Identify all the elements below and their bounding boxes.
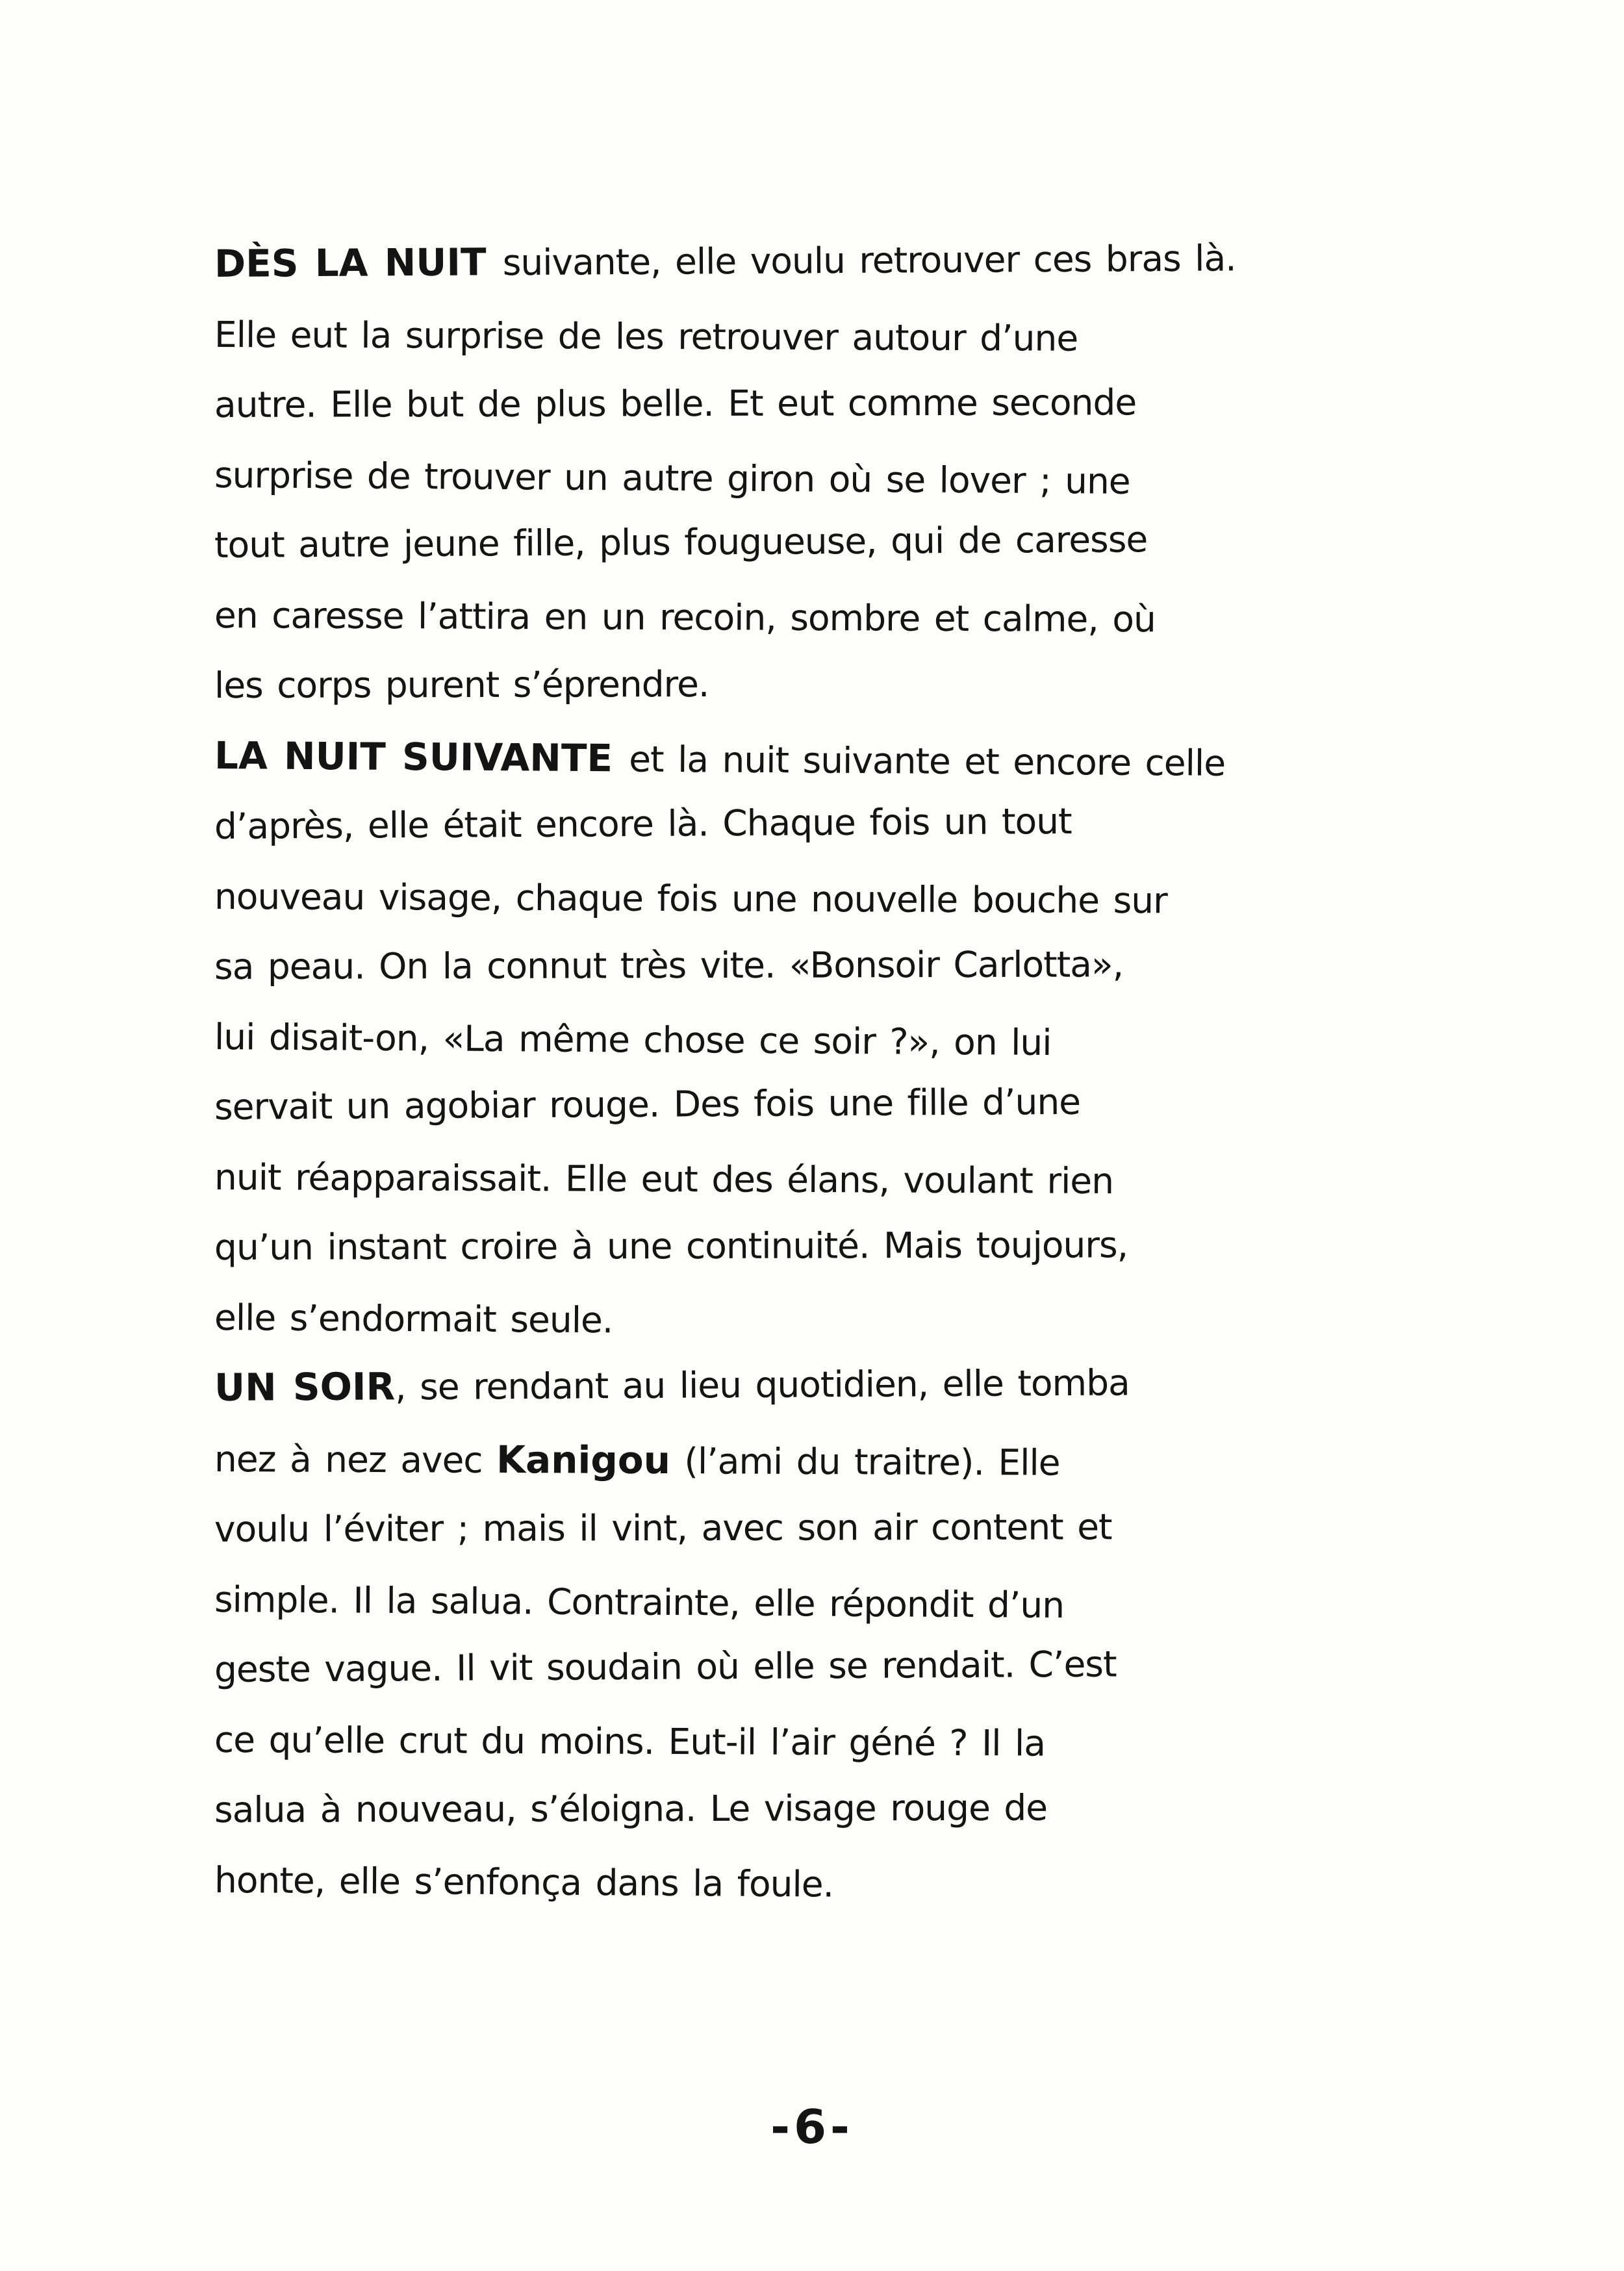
text-run: (l’ami du traitre). Elle bbox=[670, 1440, 1060, 1484]
text-run: voulu l’éviter ; mais il vint, avec son air content et bbox=[214, 1506, 1112, 1550]
text-run: lui disait-on, «La même chose ce soir ?», on lui bbox=[214, 1016, 1052, 1063]
text-run: qu’un instant croire à une continuité. Mais toujours, bbox=[214, 1224, 1128, 1268]
text-run: geste vague. Il vit soudain où elle se rendait. C’est bbox=[214, 1643, 1117, 1690]
text-run: autre. Elle but de plus belle. Et eut comme seconde bbox=[214, 381, 1137, 425]
text-run: Elle eut la surprise de les retrouver autour d’une bbox=[214, 314, 1078, 359]
text-run: simple. Il la salua. Contrainte, elle répondit d’un bbox=[214, 1579, 1065, 1627]
text-line bbox=[214, 1627, 1384, 1705]
bold-run: UN SOIR bbox=[214, 1364, 396, 1410]
text-line bbox=[214, 503, 1384, 580]
bold-run: Kanigou bbox=[496, 1437, 671, 1483]
text-run: nouveau visage, chaque fois une nouvelle bouche sur bbox=[214, 876, 1167, 922]
text-line bbox=[214, 222, 1384, 299]
text-run: servait un agobiar rouge. Des fois une fille d’une bbox=[214, 1080, 1081, 1128]
text-line bbox=[214, 366, 1384, 440]
bold-run: LA NUIT SUIVANTE bbox=[214, 733, 629, 781]
text-run: surprise de trouver un autre giron où se lover ; une bbox=[214, 454, 1130, 502]
text-run: , se rendant au lieu quotidien, elle tomba bbox=[394, 1362, 1130, 1408]
text-run: et la nuit suivante et encore celle bbox=[628, 738, 1226, 784]
text-line bbox=[214, 1705, 1384, 1780]
text-line bbox=[214, 1491, 1384, 1564]
text-line bbox=[214, 1142, 1384, 1217]
text-run: nuit réapparaissait. Elle eut des élans, voulant rien bbox=[214, 1156, 1114, 1202]
text-line bbox=[214, 1065, 1384, 1142]
text-line bbox=[214, 1209, 1384, 1282]
bold-run: DÈS LA NUIT bbox=[214, 240, 503, 286]
text-line bbox=[214, 1423, 1384, 1499]
text-line bbox=[214, 580, 1384, 655]
handwritten-text bbox=[214, 229, 1384, 1915]
text-line bbox=[214, 1771, 1384, 1845]
text-run: tout autre jeune fille, plus fougueuse, qui de caresse bbox=[214, 518, 1148, 566]
text-run: ce qu’elle crut du moins. Eut-il l’air géné ? Il la bbox=[214, 1719, 1046, 1764]
text-run: d’après, elle était encore là. Chaque fois un tout bbox=[214, 800, 1072, 847]
text-line bbox=[214, 299, 1384, 375]
text-line bbox=[214, 784, 1384, 861]
text-line bbox=[214, 928, 1384, 1002]
text-run: en caresse l’attira en un recoin, sombre et calme, où bbox=[214, 594, 1156, 641]
text-run: nez à nez avec bbox=[214, 1438, 497, 1481]
text-run: honte, elle s’enfonça dans la foule. bbox=[214, 1859, 834, 1905]
page-number: -6- bbox=[770, 2100, 854, 2154]
text-run: les corps purent s’éprendre. bbox=[214, 663, 709, 706]
text-run: elle s’endormait seule. bbox=[214, 1297, 613, 1341]
text-line bbox=[214, 861, 1384, 937]
text-run: suivante, elle voulu retrouver ces bras là. bbox=[502, 237, 1236, 284]
text-line bbox=[214, 1345, 1384, 1423]
text-run: salua à nouveau, s’éloigna. Le visage rouge de bbox=[214, 1786, 1048, 1831]
text-line bbox=[214, 647, 1384, 720]
text-line bbox=[214, 1845, 1384, 1923]
text-run: sa peau. On la connut très vite. «Bonsoir Carlotta», bbox=[214, 943, 1124, 987]
